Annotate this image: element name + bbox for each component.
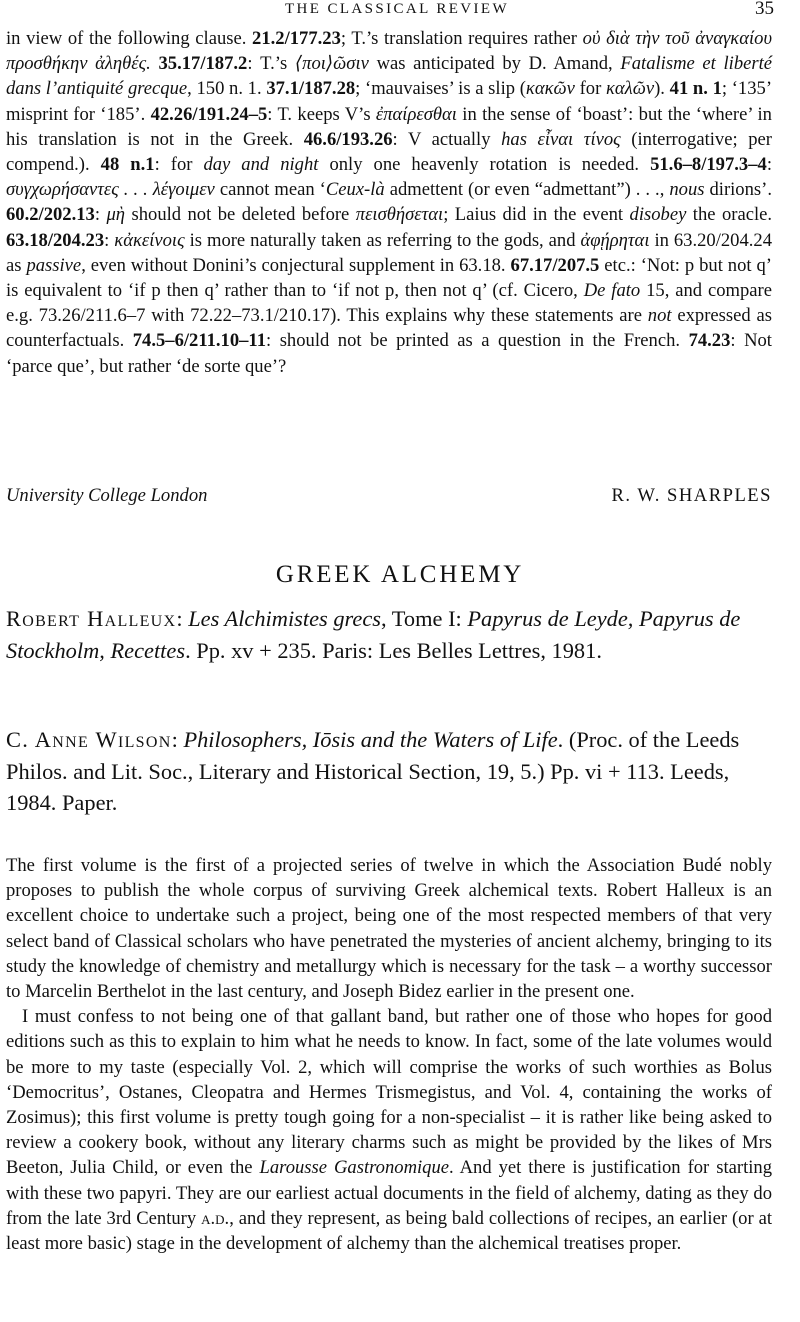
greek-text: ⟨ποι⟩ῶσιν bbox=[294, 53, 369, 75]
bibliographic-entry bbox=[6, 603, 772, 698]
book-details: . (Proc. of the Leeds Philos. and Lit. Soc., Literary and Historical Section, 19, 5.) Pp. vi + 113. Leeds, 1984. Paper. bbox=[6, 727, 740, 815]
note-text: should not be deleted before bbox=[131, 204, 350, 226]
separator: : bbox=[176, 606, 183, 631]
paragraph-text: I must confess to not being one of that gallant band, but rather one of those who hopes for good editions such as this to explain to him what he needs to know. In fact, some of the late volumes would be more to my taste (especially Vol. 2, which will comprise the works of such worthies as Bolus ‘Democritus’, Ostanes, Cleopatra and Hermes Trismegistus, and Vol. 4, containing the works of Zosimus); this first volume is pretty tough going for a non-specialist – it is rather like being asked to review a cookery book, without any literary charms such as might be provided by the likes of Mrs Beeton, Julia Child, or even the bbox=[6, 1006, 772, 1179]
paragraph: The first volume is the first of a projected series of twelve in which the Association Budé nobly proposes to publish the whole corpus of surviving Greek alchemical texts. Robert Halleux is an excellent choice to undertake such a project, being one of the most respected members of that very select band of Classical scholars who have penetrated the mysteries of ancient alchemy, bringing to its study the knowledge of chemistry and metallurgy which is necessary for the task – a worthy successor to Marcelin Berthelot in the last century, and Joseph Bidez earlier in the present one. bbox=[6, 855, 772, 1003]
note-reference: 21.2/177.23 bbox=[252, 28, 341, 49]
affiliation: University College London bbox=[6, 485, 208, 506]
note-text: ; Laius did in the event bbox=[443, 204, 624, 226]
book-title: Philosophers, Iōsis and the Waters of Life bbox=[183, 727, 558, 752]
note-reference: 41 n. 1 bbox=[669, 78, 722, 100]
note-text: for bbox=[579, 78, 602, 100]
emphasis: passive bbox=[26, 254, 82, 276]
cited-title: Larousse Gastronomique bbox=[259, 1157, 450, 1179]
greek-text: ἐπαίρεσθαι bbox=[375, 103, 457, 125]
emphasis: nous bbox=[669, 179, 705, 201]
note-text: ; ‘mauvaises’ is a slip ( bbox=[355, 78, 526, 100]
note-text: in view of the following clause. bbox=[6, 28, 247, 49]
note-reference: 63.18/204.23 bbox=[6, 229, 105, 251]
greek-text: κακῶν bbox=[525, 78, 575, 100]
note-text: (interrogative; per compend.). bbox=[6, 128, 772, 176]
greek-text: κἀκείνοις bbox=[114, 229, 185, 251]
note-text: the oracle. bbox=[692, 204, 773, 226]
note-text: only one heavenly rotation is needed. bbox=[329, 154, 640, 176]
note-text: : Not ‘parce que’, but rather ‘de sorte que’? bbox=[6, 330, 772, 377]
paragraph-text: , and they represent, as being bald collections of recipes, an earlier (or at least more basic) stage in the development of alchemy than the alchemical treatises proper. bbox=[6, 1207, 772, 1255]
note-reference: 35.17/187.2 bbox=[158, 53, 248, 75]
emphasis: not bbox=[647, 305, 672, 327]
running-title: THE CLASSICAL REVIEW bbox=[284, 1, 510, 17]
greek-text: συγχωρήσαντες . . . λέγοιμεν bbox=[6, 179, 215, 201]
note-text: admettent (or even “admettant”) . . ., bbox=[389, 179, 665, 201]
cited-title: De fato bbox=[583, 280, 641, 302]
note-text: : for bbox=[154, 154, 193, 176]
note-text: was anticipated by D. Amand, bbox=[376, 53, 613, 75]
emphasis: day and night bbox=[203, 154, 319, 176]
review-body bbox=[6, 853, 772, 1315]
note-text: : should not be printed as a question in the French. bbox=[266, 330, 681, 352]
note-reference: 67.17/207.5 bbox=[510, 254, 600, 276]
note-reference: 46.6/193.26 bbox=[303, 128, 393, 150]
emphasis: Ceux-là bbox=[325, 179, 385, 201]
note-text: ). bbox=[654, 78, 665, 100]
note-text: : bbox=[94, 204, 101, 226]
book-details: , Tome I: bbox=[381, 606, 462, 631]
note-reference: 37.1/187.28 bbox=[266, 78, 356, 100]
paragraph-text: . And yet there is justification for starting with these two papyri. They are our earliest actual documents in the field of alchemy, dating as they do from the late 3rd Century bbox=[6, 1157, 772, 1229]
note-text: is more naturally taken as referring to the gods, and bbox=[189, 229, 576, 251]
emphasis: disobey bbox=[629, 204, 687, 226]
paragraph bbox=[6, 1004, 772, 1256]
note-reference: 42.26/191.24–5 bbox=[150, 103, 268, 125]
bibliographic-entry bbox=[6, 724, 772, 819]
note-text: : T.’s bbox=[247, 53, 288, 75]
greek-text: καλῶν bbox=[605, 78, 655, 100]
review-notes bbox=[6, 26, 772, 492]
note-text: etc.: ‘Not: p but not q’ is equivalent to ‘if p then q’ rather than to ‘if not p, then not q’ (cf. Cicero, bbox=[6, 254, 772, 302]
note-text: : V actually bbox=[392, 128, 491, 150]
greek-text: μὴ bbox=[106, 204, 126, 226]
page-number: 35 bbox=[755, 0, 774, 19]
cited-title: Fatalisme et liberté dans l’antiquité grecque bbox=[6, 53, 773, 100]
book-author: Robert Halleux bbox=[6, 606, 177, 631]
book-details: . Pp. xv + 235. Paris: Les Belles Lettres, 1981. bbox=[185, 637, 602, 663]
note-text: : bbox=[766, 154, 772, 176]
reviewer-name: R. W. SHARPLES bbox=[611, 485, 772, 506]
separator: : bbox=[171, 727, 178, 752]
note-reference: 51.6–8/197.3–4 bbox=[650, 154, 767, 176]
era-abbreviation: a.d. bbox=[201, 1207, 230, 1229]
note-text: in the sense of ‘boast’: but the ‘where’ in his translation is not in the Greek. bbox=[6, 103, 772, 150]
note-text: 15, and compare e.g. 73.26/211.6–7 with 72.22–73.1/210.17). This explains why these statements are bbox=[6, 280, 772, 327]
greek-text: ἀφῄρηται bbox=[580, 229, 650, 251]
note-text: expressed as counterfactuals. bbox=[6, 305, 772, 352]
note-text: ; ‘135’ misprint for ‘185’. bbox=[6, 78, 773, 125]
note-text: in 63.20/204.24 as bbox=[6, 229, 773, 276]
note-text: , 150 n. 1. bbox=[187, 78, 262, 100]
emphasis: has bbox=[501, 128, 527, 150]
greek-text: πεισθήσεται bbox=[355, 204, 444, 226]
greek-text: οὐ διὰ τὴν τοῦ ἀναγκαίου προσθήκην ἀληθές. bbox=[6, 28, 772, 75]
note-reference: 74.23 bbox=[688, 330, 731, 352]
greek-text: εἶναι τίνος bbox=[537, 128, 621, 150]
section-title: GREEK ALCHEMY bbox=[275, 561, 525, 588]
book-author: C. Anne Wilson bbox=[6, 727, 172, 752]
note-text: : T. keeps V’s bbox=[267, 103, 371, 125]
note-text: : bbox=[104, 229, 110, 251]
note-text: ; T.’s translation requires rather bbox=[340, 28, 577, 49]
book-title: Les Alchimistes grecs bbox=[188, 606, 382, 631]
running-head bbox=[6, 0, 788, 20]
book-subtitle: Papyrus de Leyde, Papyrus de Stockholm, Recettes bbox=[6, 606, 741, 663]
note-reference: 74.5–6/211.10–11 bbox=[132, 330, 267, 352]
note-text: , even without Donini’s conjectural supplement in 63.18. bbox=[81, 254, 506, 276]
note-reference: 48 n.1 bbox=[100, 154, 155, 176]
note-text: dirions’. bbox=[709, 179, 772, 201]
review-signature bbox=[6, 483, 772, 509]
note-text: cannot mean ‘ bbox=[219, 179, 326, 201]
note-reference: 60.2/202.13 bbox=[6, 204, 95, 226]
